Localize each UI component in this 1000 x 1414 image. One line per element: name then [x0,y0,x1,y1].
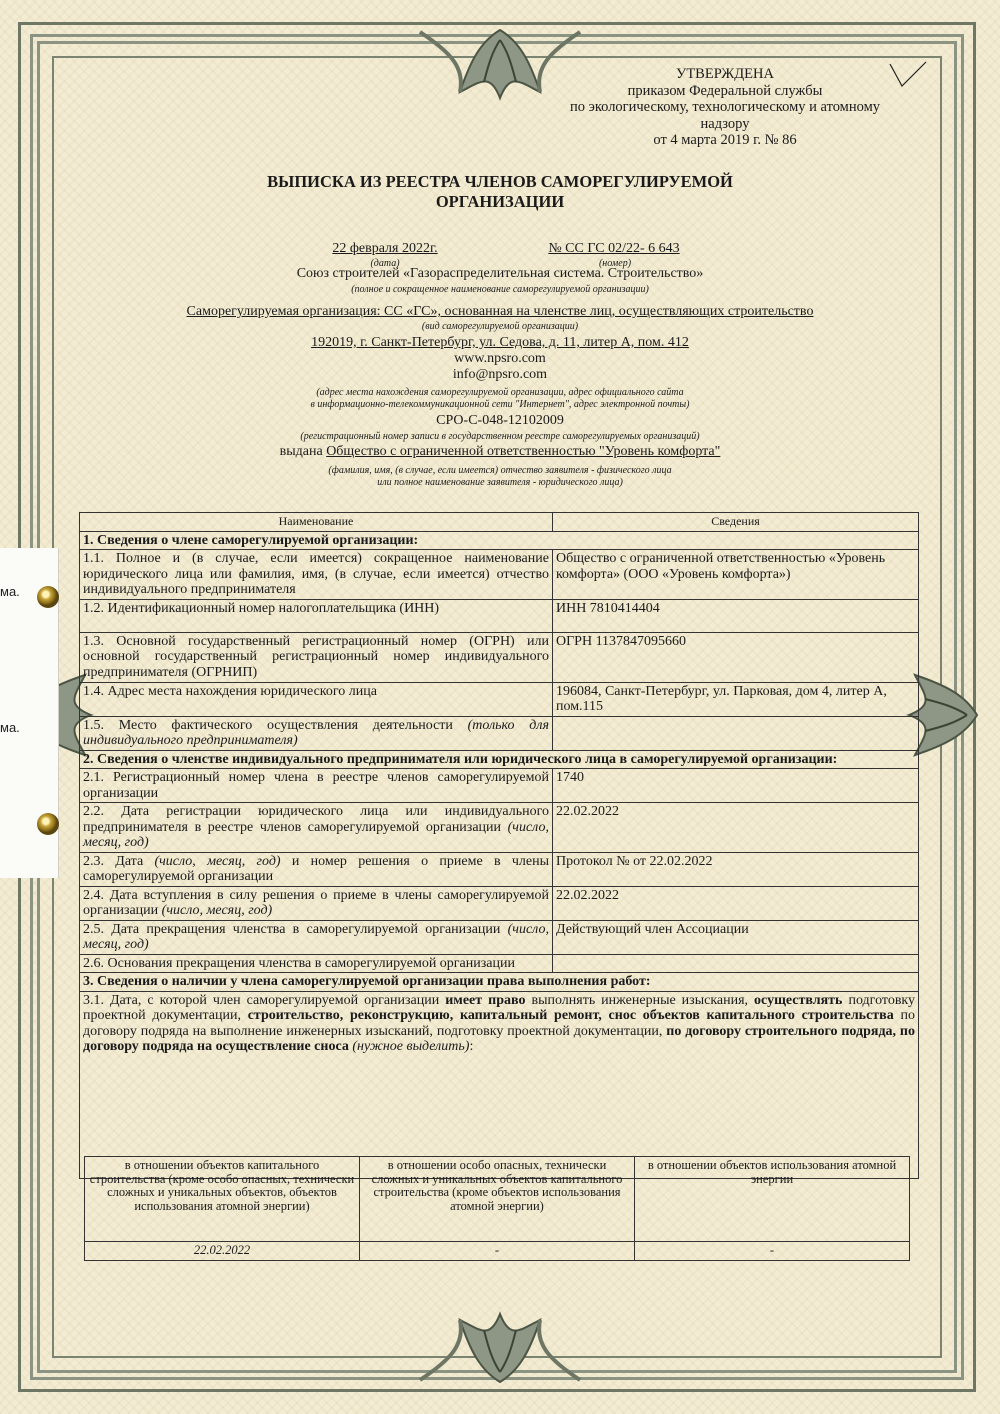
sro-website: www.npsro.com [454,351,546,366]
rivet-icon [37,586,59,608]
row-3-1-part: имеет право [445,992,526,1008]
approval-line: надзору [700,115,750,132]
registry-number: СРО-С-048-12102009 [436,413,564,428]
row-1-4-label: 1.4. Адрес места нахождения юридического лица [80,682,553,716]
row-2-2-value: 22.02.2022 [552,803,918,853]
approval-line: УТВЕРЖДЕНА [676,66,774,82]
work-rights-header-row [85,1157,910,1242]
work-rights-val-3: - [635,1242,910,1261]
table-row [80,954,919,973]
sro-name-caption: (полное и сокращенное наименование саморегулируемой организации) [351,284,649,295]
row-1-1-value: Общество с ограниченной ответственностью «Уровень комфорта» (ООО «Уровень комфорта») [552,550,918,600]
issued-to-line [250,444,750,460]
row-1-5-value [552,716,918,750]
address-caption: (адрес места нахождения саморегулируемой организации, адрес официального сайта [316,387,684,398]
approval-stamp-text [560,66,890,149]
section-row [80,973,919,992]
table-row [80,716,919,750]
document-title: ВЫПИСКА ИЗ РЕЕСТРА ЧЛЕНОВ САМОРЕГУЛИРУЕМОЙ ОРГАНИЗАЦИИ [267,172,733,211]
section-row [80,750,919,769]
sro-address: 192019, г. Санкт-Петербург, ул. Седова, д. 11, литер А, пом. 412 [311,335,689,350]
row-2-3-label-note: (число, месяц, год) [154,853,281,869]
row-3-1-text [80,991,919,1178]
issued-caption: (фамилия, имя, (в случае, если имеется) отчество заявителя - физического лица [328,465,672,476]
row-3-1-part: строительство, реконструкцию, капитальный ремонт, снос объектов капитального строительства [247,1008,894,1023]
corner-mark-icon [888,60,928,90]
table-row [80,803,919,853]
table-row [80,682,919,716]
membership-table [79,512,919,1179]
sro-name: Союз строителей «Газораспределительная система. Строительство» [296,266,704,281]
row-1-2-value: ИНН 7810414404 [552,599,918,632]
row-2-2-label [80,803,553,853]
work-rights-table [84,1156,910,1261]
row-2-1-value: 1740 [552,769,918,803]
section-row [80,531,919,550]
sro-type: Саморегулируемая организация: СС «ГС», основанная на членстве лиц, осуществляющих строительство [186,304,814,319]
binding-strip-text: ма. [0,584,20,599]
row-3-1-part: подготовку проектной документации, [83,992,916,1023]
table-row [80,886,919,920]
work-rights-val-1: 22.02.2022 [85,1242,360,1261]
approval-line: по экологическому, технологическому и атомному [569,99,881,115]
approval-line: от 4 марта 2019 г. № 86 [653,132,797,148]
row-2-5-label-text: 2.5. Дата прекращения членства в саморегулируемой организации [83,921,501,937]
row-1-5-label-note: (только для индивидуального предпринимателя) [83,717,549,748]
issued-caption: или полное наименование заявителя - юридического лица) [377,477,623,488]
table-row [80,852,919,886]
table-row [80,599,919,632]
extract-number: № СС ГС 02/22- 6 643 [548,241,680,256]
table-row [80,769,919,803]
row-2-2-label-note: (число, месяц, год) [83,819,549,850]
row-1-5-label [80,716,553,750]
work-rights-val-2: - [360,1242,635,1261]
row-2-6-value [552,954,918,973]
row-3-1-part: : [469,1039,474,1054]
row-2-3-label-text: 2.3. Дата [83,853,144,869]
sro-email: info@npsro.com [452,367,548,382]
row-2-4-value: 22.02.2022 [552,886,918,920]
rivet-icon [37,813,59,835]
row-2-3-value: Протокол № от 22.02.2022 [552,852,918,886]
work-rights-value-row [85,1242,910,1261]
sro-type-caption: (вид саморегулируемой организации) [421,321,579,332]
extract-date: 22 февраля 2022г. [332,241,438,256]
table-row [80,920,919,954]
registry-caption: (регистрационный номер записи в государственном реестре саморегулируемых организаций) [300,431,700,442]
row-1-4-value: 196084, Санкт-Петербург, ул. Парковая, дом 4, литер А, пом.115 [552,682,918,716]
row-1-5-label-text: 1.5. Место фактического осуществления деятельности [83,717,453,733]
number-caption: (номер) [598,258,632,269]
section-1-title: 1. Сведения о члене саморегулируемой организации: [80,531,919,550]
row-2-1-label: 2.1. Регистрационный номер члена в реестре членов саморегулируемой организации [80,769,553,803]
binding-strip-text: ма. [0,720,20,735]
row-3-1-part: выполнять инженерные изыскания, [531,992,749,1008]
address-caption: в информационно-телекоммуникационной сети "Интернет", адрес электронной почты) [310,399,690,410]
row-2-3-label [80,852,553,886]
row-2-5-label [80,920,553,954]
row-2-4-label-note: (число, месяц, год) [161,903,273,918]
table-row [80,632,919,682]
section-3-title: 3. Сведения о наличии у члена саморегулируемой организации права выполнения работ: [80,973,919,992]
row-2-4-label-text: 2.4. Дата вступления в силу решения о приеме в члены саморегулируемой организации [83,887,549,918]
row-3-1-part: (нужное выделить) [352,1039,470,1054]
date-caption: (дата) [370,258,400,269]
section-2-title: 2. Сведения о членстве индивидуального предпринимателя или юридического лица в саморегулируемой организации: [80,750,919,769]
row-1-3-value: ОГРН 1137847095660 [552,632,918,682]
approval-line: приказом Федеральной службы [627,82,823,99]
row-2-6-label: 2.6. Основания прекращения членства в саморегулируемой организации [80,954,553,973]
row-2-5-label-note: (число, месяц, год) [83,921,549,952]
row-2-4-label [80,886,553,920]
work-rights-col-3: в отношении объектов использования атомной энергии [635,1157,910,1242]
table-row [80,550,919,600]
row-3-1-part: осуществлять [754,992,843,1008]
issued-to: Общество с ограниченной ответственностью "Уровень комфорта" [326,444,721,459]
row-2-5-value: Действующий член Ассоциации [552,920,918,954]
work-rights-col-1: в отношении объектов капитального строительства (кроме особо опасных, технически сложных и уникальных объектов, объектов использования атомной энергии) [85,1157,360,1242]
col-header-name: Наименование [80,513,553,532]
work-rights-col-2: в отношении особо опасных, технически сложных и уникальных объектов капитального строительства (кроме объектов использования атомной энергии) [360,1157,635,1242]
row-1-2-label: 1.2. Идентификационный номер налогоплательщика (ИНН) [80,599,553,632]
col-header-info: Сведения [552,513,918,532]
row-3-1-part: 3.1. Дата, с которой член саморегулируемой организации [83,992,440,1008]
table-row [80,991,919,1178]
row-1-1-label: 1.1. Полное и (в случае, если имеется) сокращенное наименование юридического лица или фамилия, имя, (в случае, если имеется) отчество индивидуального предпринимателя [80,550,553,600]
issued-prefix: выдана [279,444,323,459]
row-1-3-label: 1.3. Основной государственный регистрационный номер (ОГРН) или основной государственный регистрационный номер индивидуального предпринимателя (ОГРНИП) [80,632,553,682]
row-2-3-label-text: и номер решения о приеме в члены саморегулируемой организации [83,853,549,884]
row-3-1-part: по договору строительного подряда, по договору подряда на осуществление сноса [83,1023,916,1054]
table-header-row [80,513,919,532]
row-3-1-part: по договору подряда на выполнение инженерных изысканий, подготовку проектной документации, [83,1008,915,1039]
bottom-ornament-icon [400,1300,600,1390]
row-2-2-label-text: 2.2. Дата регистрации юридического лица или индивидуального предпринимателя в реестре членов саморегулируемой организации [83,804,549,835]
